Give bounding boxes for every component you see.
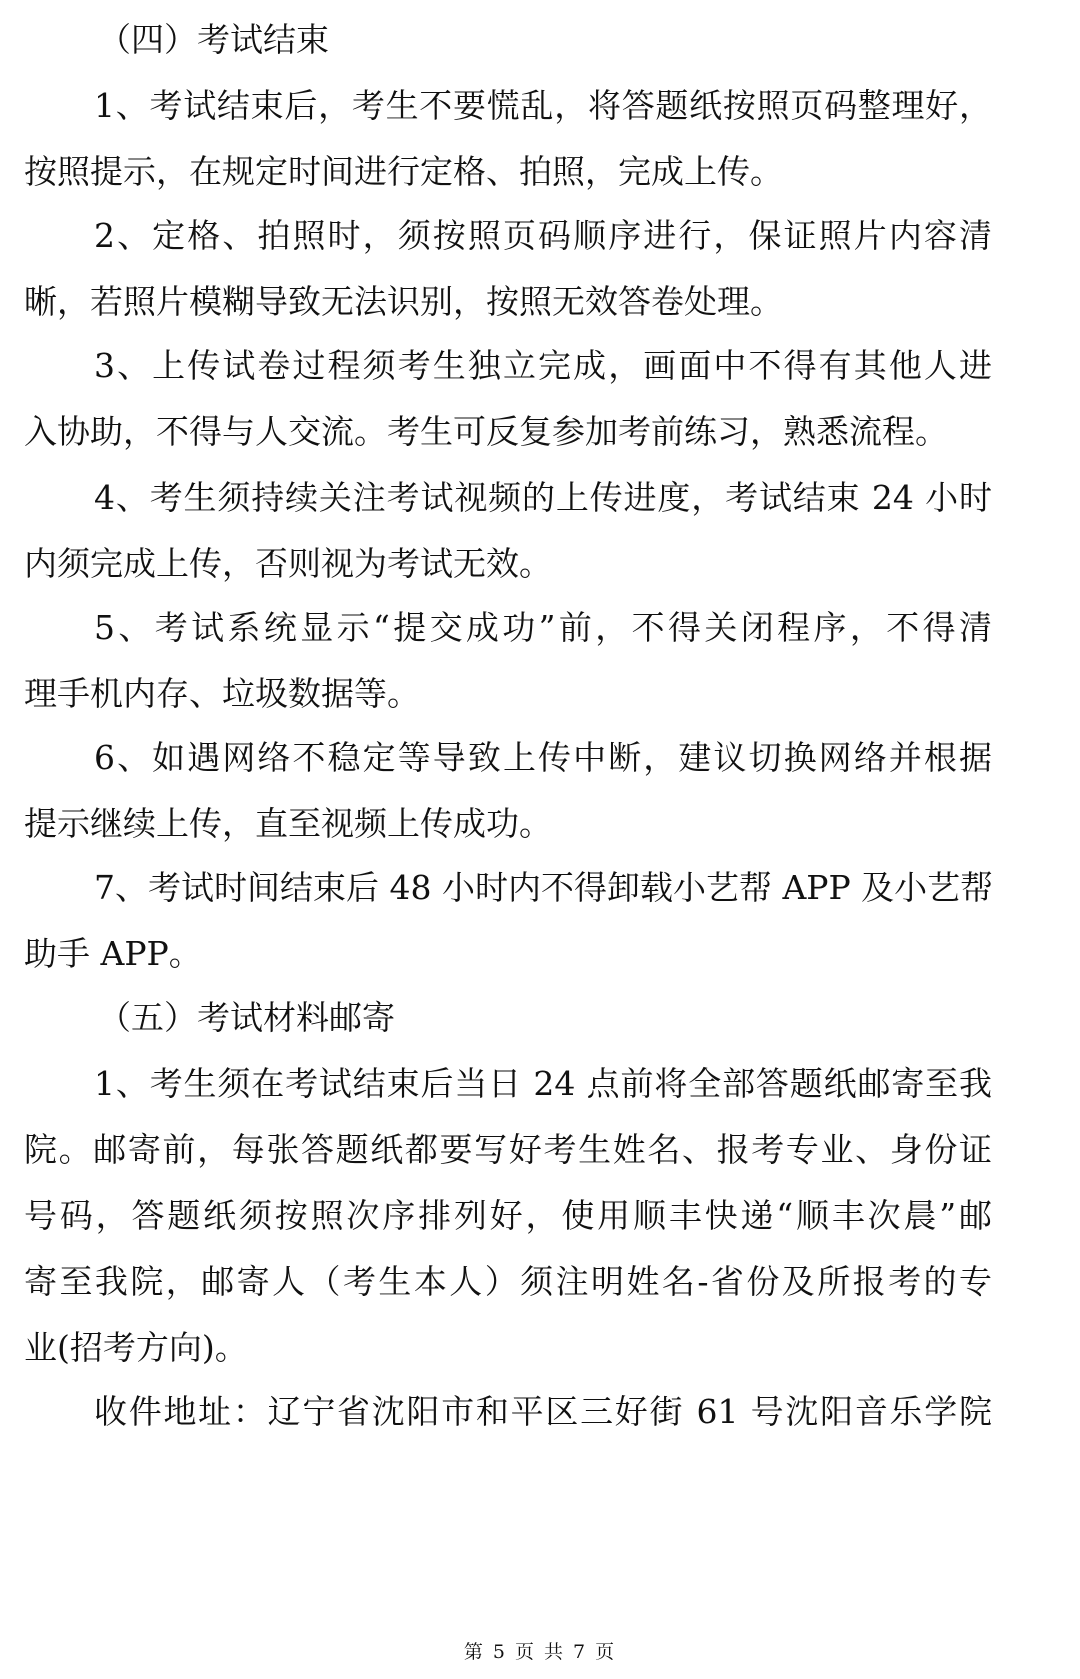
paragraph-line: 助手 APP。 xyxy=(24,934,202,973)
paragraph-line: 晰，若照片模糊导致无法识别，按照无效答卷处理。 xyxy=(24,282,783,321)
paragraph-line: 4、考生须持续关注考试视频的上传进度，考试结束 24 小时 xyxy=(94,478,992,517)
paragraph-line: 入协助，不得与人交流。考生可反复参加考前练习，熟悉流程。 xyxy=(24,412,948,451)
paragraph-line: 7、考试时间结束后 48 小时内不得卸载小艺帮 APP 及小艺帮 xyxy=(94,868,994,907)
paragraph-line: 2、定格、拍照时，须按照页码顺序进行，保证照片内容清 xyxy=(94,216,992,255)
paragraph-line: 寄至我院，邮寄人（考生本人）须注明姓名-省份及所报考的专 xyxy=(24,1262,992,1301)
paragraph-line: 1、考试结束后，考生不要慌乱，将答题纸按照页码整理好， xyxy=(94,86,992,125)
page-number-footer: 第 5 页 共 7 页 xyxy=(463,1641,617,1663)
section-heading-exam-end: （四）考试结束 xyxy=(98,20,329,59)
paragraph-line: 内须完成上传，否则视为考试无效。 xyxy=(24,544,552,583)
paragraph-line: 1、考生须在考试结束后当日 24 点前将全部答题纸邮寄至我 xyxy=(94,1064,992,1103)
recipient-address: 收件地址：辽宁省沈阳市和平区三好街 61 号沈阳音乐学院 xyxy=(94,1392,992,1431)
paragraph-line: 3、上传试卷过程须考生独立完成，画面中不得有其他人进 xyxy=(94,346,992,385)
paragraph-line: 业(招考方向)。 xyxy=(24,1328,248,1367)
section-heading-mail-materials: （五）考试材料邮寄 xyxy=(98,998,395,1037)
paragraph-line: 理手机内存、垃圾数据等。 xyxy=(24,674,420,713)
paragraph-line: 提示继续上传，直至视频上传成功。 xyxy=(24,804,552,843)
paragraph-line: 院。邮寄前，每张答题纸都要写好考生姓名、报考专业、身份证 xyxy=(24,1130,992,1169)
paragraph-line: 号码，答题纸须按照次序排列好，使用顺丰快递“顺丰次晨”邮 xyxy=(24,1196,992,1235)
paragraph-line: 按照提示，在规定时间进行定格、拍照，完成上传。 xyxy=(24,152,783,191)
paragraph-line: 6、如遇网络不稳定等导致上传中断，建议切换网络并根据 xyxy=(94,738,992,777)
paragraph-line: 5、考试系统显示“提交成功”前，不得关闭程序，不得清 xyxy=(94,608,992,647)
